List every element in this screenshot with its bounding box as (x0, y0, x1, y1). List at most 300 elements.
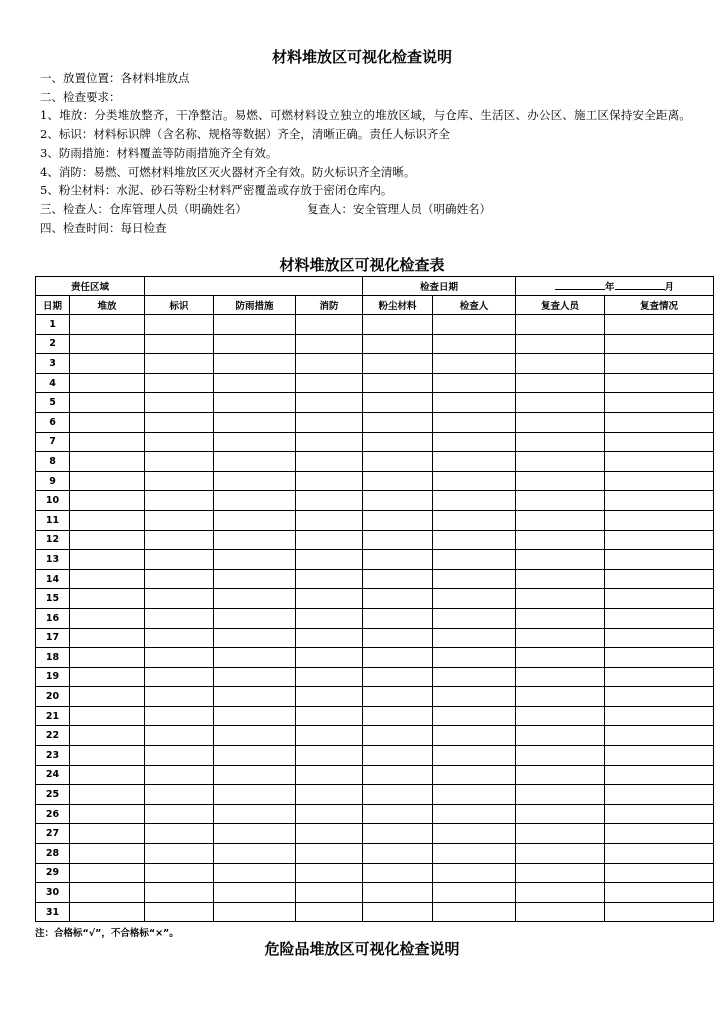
signage-cell[interactable] (145, 687, 214, 707)
rain-protection-cell[interactable] (214, 785, 296, 805)
rechecker-cell[interactable] (516, 432, 605, 452)
fire-safety-cell[interactable] (296, 393, 363, 413)
recheck-status-cell[interactable] (605, 550, 714, 570)
requirement-stacking: 1、堆放：分类堆放整齐，干净整洁。易燃、可燃材料设立独立的堆放区域，与仓库、生活区、办公区、施工区保持安全距离。 (40, 108, 692, 123)
checker-cell[interactable] (433, 785, 516, 805)
checker-cell[interactable] (433, 648, 516, 668)
checker-cell[interactable] (433, 354, 516, 374)
recheck-status-cell[interactable] (605, 667, 714, 687)
month-blank (615, 280, 665, 290)
rechecker-cell[interactable] (516, 471, 605, 491)
fire-safety-cell[interactable] (296, 746, 363, 766)
rechecker-cell[interactable] (516, 902, 605, 922)
table-row (36, 726, 714, 746)
rechecker-cell[interactable] (516, 412, 605, 432)
checker-cell[interactable] (433, 844, 516, 864)
table-row (36, 452, 714, 472)
dust-materials-cell[interactable] (363, 863, 433, 883)
rechecker-cell[interactable] (516, 393, 605, 413)
day-number: 26 (36, 804, 70, 824)
requirement-dust-materials: 5、粉尘材料：水泥、砂石等粉尘材料严密覆盖或存放于密闭仓库内。 (40, 183, 393, 198)
stacking-cell[interactable] (70, 628, 145, 648)
rain-protection-cell[interactable] (214, 569, 296, 589)
fire-safety-cell[interactable] (296, 785, 363, 805)
stacking-cell[interactable] (70, 844, 145, 864)
rain-protection-cell[interactable] (214, 393, 296, 413)
recheck-status-cell[interactable] (605, 785, 714, 805)
fire-safety-header: 消防 (296, 296, 363, 315)
fire-safety-cell[interactable] (296, 510, 363, 530)
dust-materials-cell[interactable] (363, 648, 433, 668)
rain-protection-cell[interactable] (214, 765, 296, 785)
stacking-cell[interactable] (70, 471, 145, 491)
fire-safety-cell[interactable] (296, 334, 363, 354)
signage-cell[interactable] (145, 589, 214, 609)
rechecker-cell[interactable] (516, 452, 605, 472)
checker-cell[interactable] (433, 628, 516, 648)
day-number: 1 (36, 315, 70, 335)
stacking-cell[interactable] (70, 510, 145, 530)
signage-cell[interactable] (145, 315, 214, 335)
rechecker-cell[interactable] (516, 510, 605, 530)
rechecker-cell[interactable] (516, 804, 605, 824)
recheck-status-cell[interactable] (605, 334, 714, 354)
rain-protection-cell[interactable] (214, 628, 296, 648)
recheck-status-cell[interactable] (605, 589, 714, 609)
dust-materials-cell[interactable] (363, 785, 433, 805)
table-row (36, 530, 714, 550)
stacking-cell[interactable] (70, 824, 145, 844)
day-number: 2 (36, 334, 70, 354)
table-header-row-1 (36, 277, 714, 296)
stacking-cell[interactable] (70, 726, 145, 746)
table-row (36, 824, 714, 844)
table-row (36, 804, 714, 824)
rechecker-cell[interactable] (516, 648, 605, 668)
rechecker-cell[interactable] (516, 863, 605, 883)
dust-materials-cell[interactable] (363, 530, 433, 550)
fire-safety-cell[interactable] (296, 883, 363, 903)
dust-materials-cell[interactable] (363, 765, 433, 785)
rechecker-cell[interactable] (516, 706, 605, 726)
rechecker-cell[interactable] (516, 530, 605, 550)
dust-materials-cell[interactable] (363, 608, 433, 628)
signage-cell[interactable] (145, 432, 214, 452)
recheck-status-cell[interactable] (605, 452, 714, 472)
stacking-cell[interactable] (70, 432, 145, 452)
dust-materials-cell[interactable] (363, 667, 433, 687)
signage-cell[interactable] (145, 726, 214, 746)
fire-safety-cell[interactable] (296, 863, 363, 883)
stacking-cell[interactable] (70, 746, 145, 766)
fire-safety-cell[interactable] (296, 804, 363, 824)
dust-materials-cell[interactable] (363, 824, 433, 844)
rain-protection-cell[interactable] (214, 667, 296, 687)
recheck-status-cell[interactable] (605, 315, 714, 335)
recheck-status-cell[interactable] (605, 746, 714, 766)
recheck-status-cell[interactable] (605, 569, 714, 589)
day-number: 3 (36, 354, 70, 374)
signage-cell[interactable] (145, 902, 214, 922)
recheck-status-cell[interactable] (605, 432, 714, 452)
rechecker-cell[interactable] (516, 844, 605, 864)
day-number: 23 (36, 746, 70, 766)
rain-protection-cell[interactable] (214, 863, 296, 883)
dust-materials-cell[interactable] (363, 373, 433, 393)
stacking-cell[interactable] (70, 452, 145, 472)
fire-safety-cell[interactable] (296, 550, 363, 570)
rechecker-cell[interactable] (516, 726, 605, 746)
dust-materials-cell[interactable] (363, 354, 433, 374)
signage-cell[interactable] (145, 452, 214, 472)
rechecker-cell[interactable] (516, 628, 605, 648)
fire-safety-cell[interactable] (296, 628, 363, 648)
rechecker-cell[interactable] (516, 883, 605, 903)
recheck-status-cell[interactable] (605, 824, 714, 844)
checker-cell[interactable] (433, 393, 516, 413)
day-number: 7 (36, 432, 70, 452)
dust-materials-cell[interactable] (363, 726, 433, 746)
signage-cell[interactable] (145, 471, 214, 491)
table-row (36, 412, 714, 432)
recheck-status-cell[interactable] (605, 844, 714, 864)
table-row (36, 373, 714, 393)
recheck-status-cell[interactable] (605, 863, 714, 883)
signage-cell[interactable] (145, 510, 214, 530)
rechecker-cell[interactable] (516, 315, 605, 335)
signage-cell[interactable] (145, 530, 214, 550)
rain-protection-cell[interactable] (214, 452, 296, 472)
signage-cell[interactable] (145, 393, 214, 413)
rain-protection-cell[interactable] (214, 824, 296, 844)
stacking-cell[interactable] (70, 706, 145, 726)
signage-cell[interactable] (145, 569, 214, 589)
stacking-cell[interactable] (70, 354, 145, 374)
signage-cell[interactable] (145, 765, 214, 785)
dust-materials-cell[interactable] (363, 706, 433, 726)
checker-cell[interactable] (433, 667, 516, 687)
stacking-cell[interactable] (70, 765, 145, 785)
rain-protection-cell[interactable] (214, 471, 296, 491)
table-row (36, 706, 714, 726)
rain-protection-cell[interactable] (214, 491, 296, 511)
rechecker-cell[interactable] (516, 824, 605, 844)
signage-cell[interactable] (145, 844, 214, 864)
rechecker-cell[interactable] (516, 334, 605, 354)
day-number: 10 (36, 491, 70, 511)
rechecker-cell[interactable] (516, 746, 605, 766)
stacking-cell[interactable] (70, 863, 145, 883)
signage-cell[interactable] (145, 706, 214, 726)
fire-safety-cell[interactable] (296, 373, 363, 393)
fire-safety-cell[interactable] (296, 471, 363, 491)
dust-materials-cell[interactable] (363, 687, 433, 707)
dust-materials-cell[interactable] (363, 432, 433, 452)
rain-protection-cell[interactable] (214, 354, 296, 374)
rain-protection-cell[interactable] (214, 589, 296, 609)
stacking-cell[interactable] (70, 491, 145, 511)
check-date-label-cell: 检查日期 (363, 277, 516, 296)
checker-cell[interactable] (433, 315, 516, 335)
stacking-cell[interactable] (70, 334, 145, 354)
dust-materials-cell[interactable] (363, 491, 433, 511)
checker-cell[interactable] (433, 902, 516, 922)
signage-cell[interactable] (145, 491, 214, 511)
checker-cell[interactable] (433, 726, 516, 746)
fire-safety-cell[interactable] (296, 569, 363, 589)
dust-materials-cell[interactable] (363, 471, 433, 491)
fire-safety-cell[interactable] (296, 530, 363, 550)
fire-safety-cell[interactable] (296, 589, 363, 609)
recheck-status-cell[interactable] (605, 687, 714, 707)
dust-materials-cell[interactable] (363, 315, 433, 335)
dust-materials-cell[interactable] (363, 412, 433, 432)
table-row (36, 628, 714, 648)
signage-cell[interactable] (145, 334, 214, 354)
signage-cell[interactable] (145, 373, 214, 393)
fire-safety-cell[interactable] (296, 432, 363, 452)
rain-protection-cell[interactable] (214, 315, 296, 335)
checker-cell[interactable] (433, 550, 516, 570)
recheck-status-cell[interactable] (605, 471, 714, 491)
checker-cell[interactable] (433, 863, 516, 883)
stacking-cell[interactable] (70, 648, 145, 668)
stacking-cell[interactable] (70, 530, 145, 550)
fire-safety-cell[interactable] (296, 648, 363, 668)
dust-materials-cell[interactable] (363, 902, 433, 922)
fire-safety-cell[interactable] (296, 315, 363, 335)
recheck-status-cell[interactable] (605, 412, 714, 432)
stacking-cell[interactable] (70, 589, 145, 609)
stacking-cell[interactable] (70, 687, 145, 707)
rain-protection-cell[interactable] (214, 530, 296, 550)
rain-protection-cell[interactable] (214, 412, 296, 432)
checker-cell[interactable] (433, 412, 516, 432)
table-row (36, 648, 714, 668)
stacking-cell[interactable] (70, 550, 145, 570)
table-row (36, 785, 714, 805)
signage-cell[interactable] (145, 648, 214, 668)
recheck-status-cell[interactable] (605, 393, 714, 413)
fire-safety-cell[interactable] (296, 706, 363, 726)
rechecker-cell[interactable] (516, 569, 605, 589)
rain-protection-cell[interactable] (214, 726, 296, 746)
stacking-cell[interactable] (70, 412, 145, 432)
rain-protection-cell[interactable] (214, 550, 296, 570)
zone-input-cell[interactable] (145, 277, 363, 296)
recheck-status-cell[interactable] (605, 530, 714, 550)
year-month-cell[interactable] (516, 277, 714, 296)
checker-cell[interactable] (433, 334, 516, 354)
dust-materials-cell[interactable] (363, 589, 433, 609)
fire-safety-cell[interactable] (296, 491, 363, 511)
stacking-cell[interactable] (70, 883, 145, 903)
signage-cell[interactable] (145, 550, 214, 570)
requirements-heading: 二、检查要求： (40, 89, 121, 104)
rain-protection-cell[interactable] (214, 334, 296, 354)
table-body (36, 315, 714, 922)
checker-cell[interactable] (433, 471, 516, 491)
fire-safety-cell[interactable] (296, 354, 363, 374)
rechecker-header: 复查人员 (516, 296, 605, 315)
rain-protection-cell[interactable] (214, 648, 296, 668)
day-number: 9 (36, 471, 70, 491)
rechecker-cell[interactable] (516, 550, 605, 570)
dust-materials-cell[interactable] (363, 844, 433, 864)
table-row (36, 902, 714, 922)
fire-safety-cell[interactable] (296, 452, 363, 472)
next-section-title: 危险品堆放区可视化检查说明 (264, 940, 460, 958)
fire-safety-cell[interactable] (296, 687, 363, 707)
signage-cell[interactable] (145, 412, 214, 432)
dust-materials-cell[interactable] (363, 510, 433, 530)
signage-cell[interactable] (145, 883, 214, 903)
table-row (36, 550, 714, 570)
checker-cell[interactable] (433, 569, 516, 589)
inspection-table (35, 276, 714, 922)
checker-cell[interactable] (433, 608, 516, 628)
rechecker-cell[interactable] (516, 785, 605, 805)
rain-protection-cell[interactable] (214, 844, 296, 864)
signage-cell[interactable] (145, 746, 214, 766)
stacking-cell[interactable] (70, 804, 145, 824)
fire-safety-cell[interactable] (296, 608, 363, 628)
recheck-status-cell[interactable] (605, 373, 714, 393)
dust-materials-header: 粉尘材料 (363, 296, 433, 315)
fire-safety-cell[interactable] (296, 824, 363, 844)
fire-safety-cell[interactable] (296, 726, 363, 746)
recheck-status-cell[interactable] (605, 354, 714, 374)
fire-safety-cell[interactable] (296, 412, 363, 432)
table-row (36, 589, 714, 609)
stacking-cell[interactable] (70, 373, 145, 393)
checker-cell[interactable] (433, 510, 516, 530)
day-number: 16 (36, 608, 70, 628)
checker-cell[interactable] (433, 746, 516, 766)
recheck-status-cell[interactable] (605, 883, 714, 903)
fire-safety-cell[interactable] (296, 844, 363, 864)
signage-cell[interactable] (145, 667, 214, 687)
rechecker-cell[interactable] (516, 687, 605, 707)
signage-cell[interactable] (145, 824, 214, 844)
signage-cell[interactable] (145, 608, 214, 628)
rain-protection-cell[interactable] (214, 510, 296, 530)
signage-cell[interactable] (145, 354, 214, 374)
checker-cell[interactable] (433, 589, 516, 609)
rain-protection-cell[interactable] (214, 373, 296, 393)
day-number: 15 (36, 589, 70, 609)
rechecker-cell[interactable] (516, 608, 605, 628)
recheck-status-cell[interactable] (605, 628, 714, 648)
recheck-status-cell[interactable] (605, 648, 714, 668)
dust-materials-cell[interactable] (363, 569, 433, 589)
rain-protection-cell[interactable] (214, 608, 296, 628)
recheck-status-cell[interactable] (605, 608, 714, 628)
stacking-cell[interactable] (70, 569, 145, 589)
signage-cell[interactable] (145, 804, 214, 824)
checker-cell[interactable] (433, 804, 516, 824)
stacking-cell[interactable] (70, 667, 145, 687)
day-number: 27 (36, 824, 70, 844)
rain-protection-cell[interactable] (214, 804, 296, 824)
checker-cell[interactable] (433, 491, 516, 511)
day-number: 24 (36, 765, 70, 785)
recheck-status-cell[interactable] (605, 765, 714, 785)
rain-protection-cell[interactable] (214, 902, 296, 922)
stacking-cell[interactable] (70, 393, 145, 413)
dust-materials-cell[interactable] (363, 746, 433, 766)
fire-safety-cell[interactable] (296, 667, 363, 687)
year-month-field (555, 279, 674, 293)
checker-cell[interactable] (433, 883, 516, 903)
recheck-status-cell[interactable] (605, 902, 714, 922)
checker-cell[interactable] (433, 824, 516, 844)
stacking-cell[interactable] (70, 315, 145, 335)
checker-cell[interactable] (433, 530, 516, 550)
stacking-cell[interactable] (70, 608, 145, 628)
table-row (36, 354, 714, 374)
rechecker-cell[interactable] (516, 354, 605, 374)
table-row (36, 667, 714, 687)
rechecker-cell[interactable] (516, 589, 605, 609)
recheck-status-cell[interactable] (605, 804, 714, 824)
table-row (36, 765, 714, 785)
day-number: 5 (36, 393, 70, 413)
rechecker-cell[interactable] (516, 373, 605, 393)
signage-cell[interactable] (145, 628, 214, 648)
fire-safety-cell[interactable] (296, 765, 363, 785)
checker-cell[interactable] (433, 452, 516, 472)
requirement-rain-protection: 3、防雨措施：材料覆盖等防雨措施齐全有效。 (40, 145, 278, 160)
rechecker-cell[interactable] (516, 491, 605, 511)
checker-cell[interactable] (433, 432, 516, 452)
recheck-status-cell[interactable] (605, 491, 714, 511)
recheck-status-cell[interactable] (605, 510, 714, 530)
signage-cell[interactable] (145, 785, 214, 805)
day-number: 18 (36, 648, 70, 668)
dust-materials-cell[interactable] (363, 550, 433, 570)
year-blank (555, 280, 605, 290)
rain-protection-cell[interactable] (214, 687, 296, 707)
checker-cell[interactable] (433, 765, 516, 785)
stacking-cell[interactable] (70, 785, 145, 805)
checker-cell[interactable] (433, 373, 516, 393)
rain-protection-cell[interactable] (214, 883, 296, 903)
fire-safety-cell[interactable] (296, 902, 363, 922)
dust-materials-cell[interactable] (363, 334, 433, 354)
dust-materials-cell[interactable] (363, 452, 433, 472)
month-label: 月 (664, 282, 675, 293)
table-row (36, 334, 714, 354)
rain-protection-cell[interactable] (214, 706, 296, 726)
dust-materials-cell[interactable] (363, 393, 433, 413)
stacking-cell[interactable] (70, 902, 145, 922)
table-row (36, 746, 714, 766)
rechecker-cell[interactable] (516, 667, 605, 687)
checker-cell[interactable] (433, 687, 516, 707)
recheck-status-cell[interactable] (605, 726, 714, 746)
dust-materials-cell[interactable] (363, 628, 433, 648)
dust-materials-cell[interactable] (363, 804, 433, 824)
checker-cell[interactable] (433, 706, 516, 726)
rain-protection-cell[interactable] (214, 746, 296, 766)
table-row (36, 491, 714, 511)
rain-protection-cell[interactable] (214, 432, 296, 452)
dust-materials-cell[interactable] (363, 883, 433, 903)
recheck-status-cell[interactable] (605, 706, 714, 726)
signage-cell[interactable] (145, 863, 214, 883)
rechecker-cell[interactable] (516, 765, 605, 785)
